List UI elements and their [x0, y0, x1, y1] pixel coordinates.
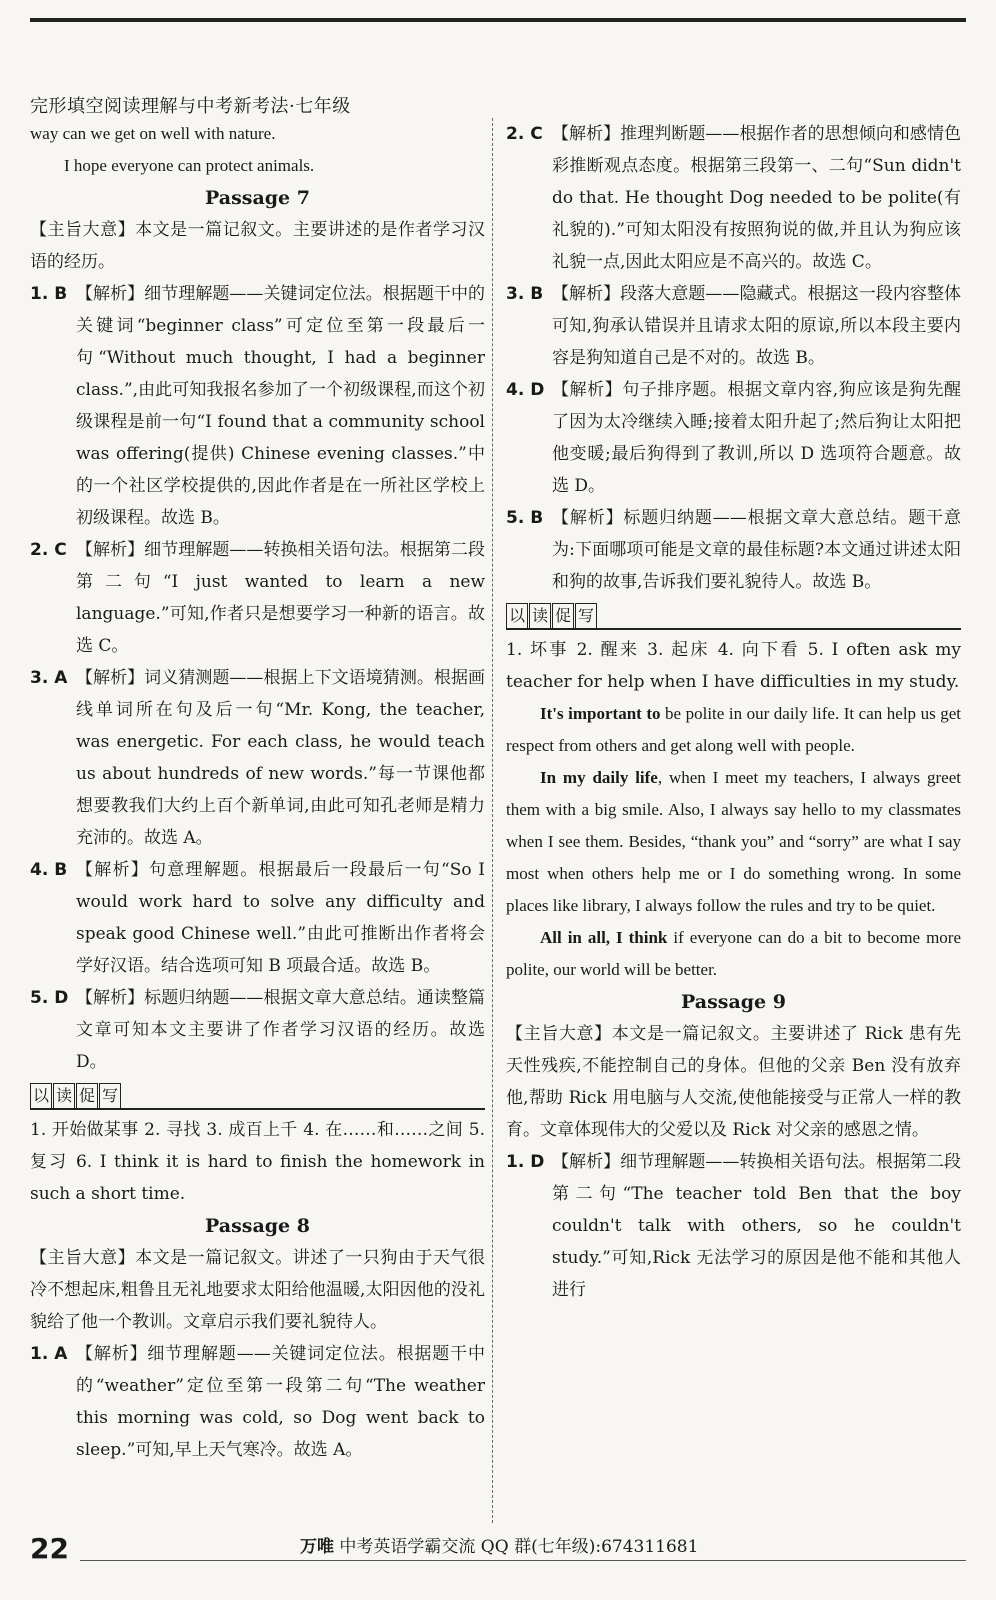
top-rule [30, 18, 966, 22]
answer-item: 3. B 【解析】段落大意题——隐藏式。根据这一段内容整体可知,狗承认错误并且请求太阳的原谅,所以本段主要内容是狗知道自己是不对的。故选 B。 [506, 284, 961, 368]
answer-item: 2. C 【解析】细节理解题——转换相关语句法。根据第二段第二句“I just wanted to learn a new language.”可知,作者只是想要学习一种新的语言。故选 C。 [30, 540, 485, 656]
answer-item: 1. B 【解析】细节理解题——关键词定位法。根据题干中的关键词“beginner class”可定位至第一段最后一句“Without much thought, I had a beginner class.”,由此可知我报名参加了一个初级课程,而这个初级课程是前一句“I found that a community school was offering(提供) Chinese evening classes.”中的一个社区学校提供的,因此作者是在一所社区学校上初级课程。故选 B。 [30, 284, 485, 528]
right-column [506, 118, 961, 1306]
answer-item: 4. D 【解析】句子排序题。根据文章内容,狗应该是狗先醒了因为太冷继续入睡;接着太阳升起了;然后狗让太阳把他变暖;最后狗得到了教训,所以 D 选项符合题意。故选 D。 [506, 380, 961, 496]
passage-8-summary: 【主旨大意】本文是一篇记叙文。讲述了一只狗由于天气很冷不想起床,粗鲁且无礼地要求太阳给他温暖,太阳因他的没礼貌给了他一个教训。文章启示我们要礼貌待人。 [30, 1248, 485, 1332]
answer-item: 3. A 【解析】词义猜测题——根据上下文语境猜测。根据画线单词所在句及后一句“Mr. Kong, the teacher, was energetic. For each class, he would teach us about hundreds of new words.”每一节课他都想要教我们大约上百个新单词,由此可知孔老师是精力充沛的。故选 A。 [30, 668, 485, 848]
answer-item: 2. C 【解析】推理判断题——根据作者的思想倾向和感情色彩推断观点态度。根据第三段第一、二句“Sun didn't do that. He thought Dog needed to be polite(有礼貌的).”可知太阳没有按照狗说的做,并且认为狗应该礼貌一点,因此太阳应是不高兴的。故选 C。 [506, 124, 961, 272]
passage-9-summary: 【主旨大意】本文是一篇记叙文。主要讲述了 Rick 患有先天性残疾,不能控制自己的身体。但他的父亲 Ben 没有放弃他,帮助 Rick 用电脑与人交流,使他能接受与正常人一样的教育。文章体现伟大的父爱以及 Rick 对父亲的感恩之情。 [506, 1024, 961, 1140]
footer-info: 万唯 中考英语学霸交流 QQ 群(七年级):674311681 [300, 1537, 699, 1557]
footer-rule [80, 1560, 966, 1561]
intro-line-1: way can we get on well with nature. [30, 124, 276, 143]
page-footer [30, 1532, 966, 1572]
intro-line-2: I hope everyone can protect animals. [64, 156, 315, 175]
answer-item: 4. B 【解析】句意理解题。根据最后一段最后一句“So I would work hard to solve any difficulty and speak good Chinese well.”由此可推断出作者将会学好汉语。结合选项可知 B 项最合适。故选 B。 [30, 860, 485, 976]
section-read-to-write: 以 读 促 写 [506, 600, 961, 630]
passage-8-heading: Passage 8 [204, 1215, 310, 1237]
page-number: 22 [30, 1532, 69, 1565]
passage-9-heading: Passage 9 [680, 991, 786, 1013]
left-column [30, 118, 485, 1466]
answer-item: 1. A 【解析】细节理解题——关键词定位法。根据题干中的“weather”定位至第一段第二句“The weather this morning was cold, so Dog went back to sleep.”可知,早上天气寒冷。故选 A。 [30, 1344, 485, 1460]
answer-item: 5. D 【解析】标题归纳题——根据文章大意总结。通读整篇文章可知本文主要讲了作者学习汉语的经历。故选 D。 [30, 988, 485, 1072]
passage-7-heading: Passage 7 [204, 187, 310, 209]
passage-7-writing-answers: 1. 开始做某事 2. 寻找 3. 成百上千 4. 在……和……之间 5. 复习 6. I think it is hard to finish the homework in such a short time. [30, 1120, 485, 1204]
passage-7-summary: 【主旨大意】本文是一篇记叙文。主要讲述的是作者学习汉语的经历。 [30, 220, 485, 272]
column-divider [492, 118, 493, 1523]
answer-item: 1. D 【解析】细节理解题——转换相关语句法。根据第二段第二句“The teacher told Ben that the boy couldn't talk with others, so he couldn't study.”可知,Rick 无法学习的原因是他不能和其他人进行 [506, 1152, 961, 1300]
running-header: 完形填空阅读理解与中考新考法·七年级 [30, 96, 351, 117]
section-read-to-write: 以 读 促 写 [30, 1080, 485, 1110]
brand-logo: 万唯 [300, 1537, 334, 1557]
essay-paragraph: It's important to be polite in our daily life. It can help us get respect from others and get along well with people. [506, 704, 961, 755]
passage-8-writing-answers: 1. 坏事 2. 醒来 3. 起床 4. 向下看 5. I often ask my teacher for help when I have difficulties in my study. [506, 640, 961, 692]
answer-item: 5. B 【解析】标题归纳题——根据文章大意总结。题干意为:下面哪项可能是文章的最佳标题?本文通过讲述太阳和狗的故事,告诉我们要礼貌待人。故选 B。 [506, 508, 961, 592]
essay-paragraph: All in all, I think if everyone can do a bit to become more polite, our world will be better. [506, 928, 961, 979]
essay-paragraph: In my daily life, when I meet my teachers, I always greet them with a big smile. Also, I always say hello to my classmates when I see them. Besides, “thank you” and “sorry” are what I say most when others help me or I do something wrong. In some places like library, I always follow the rules and try to be quiet. [506, 768, 961, 915]
